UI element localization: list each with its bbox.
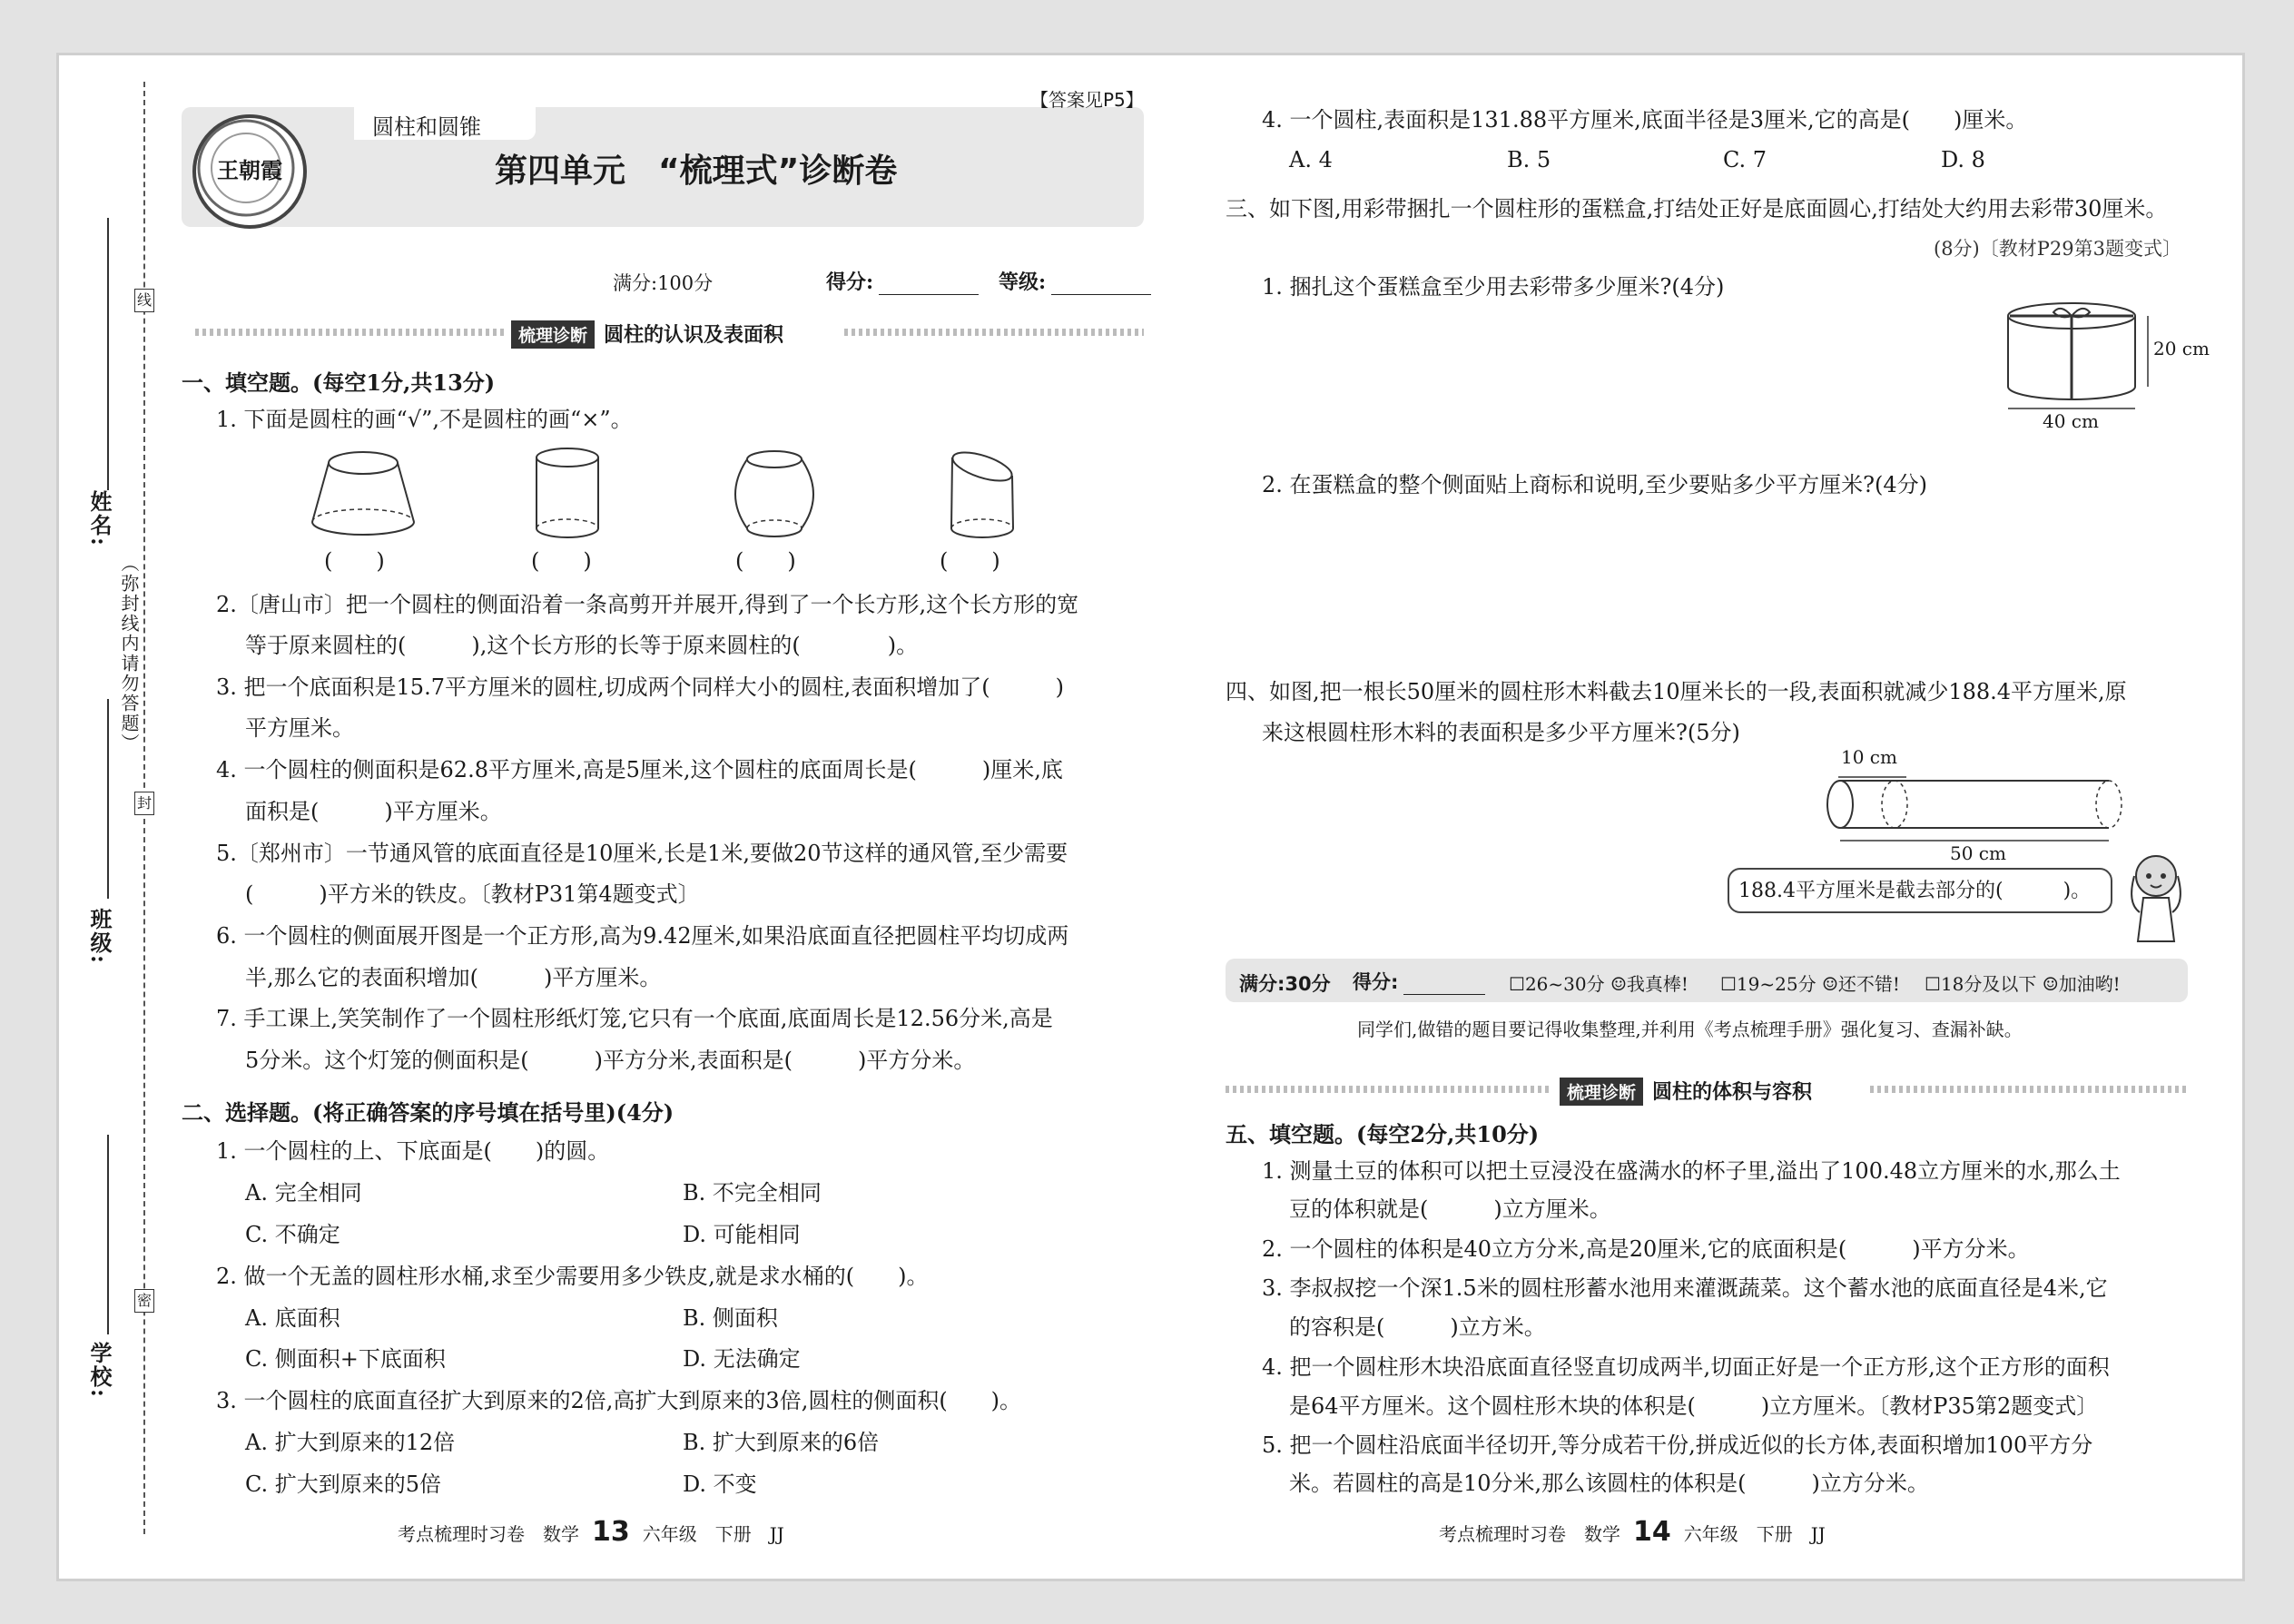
part3-score: (8分)〔教材P29第3题变式〕 [1934,238,2181,260]
school-label: 学校: [86,1342,113,1399]
page-number-left: 13 [592,1516,630,1548]
fill-4-line-2[interactable]: 是64平方厘米。这个圆柱形木块的体积是( )立方厘米。〔教材P35第2题变式〕 [1289,1393,2099,1419]
score-blank[interactable] [879,276,979,295]
smile-icon: ☺ [1821,973,1838,995]
footer-left-pre: 考点梳理时习卷 数学 [398,1523,579,1545]
wood-log-figure [1820,753,2129,853]
binding-close-char: 密 [134,1289,154,1313]
paper-title: 第四单元 “梳理式”诊断卷 [495,153,898,190]
name-field-line[interactable] [107,218,109,490]
grade-blank[interactable] [1051,276,1151,295]
choice-question-4[interactable]: 4. 一个圆柱,表面积是131.88平方厘米,底面半径是3厘米,它的高是( )厘米。 [1262,107,2028,133]
section-badge: 梳理诊断 [1560,1078,1643,1106]
part3-title: 三、如下图,用彩带捆扎一个圆柱形的蛋糕盒,打结处正好是底面圆心,打结处大约用去彩带30厘米。 [1226,196,2168,221]
section-divider [195,329,504,336]
rating-3-text: 加油哟! [2058,973,2121,995]
question-1: 1. 下面是圆柱的画“√”,不是圆柱的画“×”。 [216,407,633,432]
option-2b[interactable]: B. 侧面积 [683,1305,778,1331]
fill-1-line-2[interactable]: 豆的体积就是( )立方厘米。 [1289,1196,1611,1222]
option-4a[interactable]: A. 4 [1289,147,1333,172]
score-panel-get [1353,968,1485,995]
footer-right-pre: 考点梳理时习卷 数学 [1439,1523,1620,1545]
answer-blank-3[interactable]: ( ) [735,548,796,574]
footer-left-post: 六年级 下册 JJ [642,1523,784,1545]
footer-right [1439,1516,1826,1548]
option-3a[interactable]: A. 扩大到原来的12倍 [245,1430,456,1455]
speech-bubble-text[interactable]: 188.4平方厘米是截去部分的( )。 [1738,880,2092,902]
answer-blank-2[interactable]: ( ) [531,548,592,574]
question-3-line-1[interactable]: 3. 把一个底面积是15.7平方厘米的圆柱,切成两个同样大小的圆柱,表面积增加了( ) [216,674,1064,700]
logo-text: 王朝霞 [217,157,282,183]
logo-badge [192,114,307,229]
part1-title: 一、填空题。(每空1分,共13分) [182,369,496,396]
question-4-line-1[interactable]: 4. 一个圆柱的侧面积是62.8平方厘米,高是5厘米,这个圆柱的底面周长是( )厘米,底 [216,757,1063,782]
section-divider [1870,1086,2188,1093]
question-5-line-1: 5.〔郑州市〕一节通风管的底面直径是10厘米,长是1米,要做20节这样的通风管,至少需要 [216,841,1068,866]
part2-title: 二、选择题。(将正确答案的序号填在括号里)(4分) [182,1099,674,1126]
part4-line-1: 四、如图,把一根长50厘米的圆柱形木料截去10厘米长的一段,表面积就减少188.4平方厘米,原 [1226,679,2127,704]
fill-2[interactable]: 2. 一个圆柱的体积是40立方分米,高是20厘米,它的底面积是( )平方分米。 [1262,1236,2030,1262]
score-panel-full: 满分:30分 [1239,973,1331,995]
class-label: 班级: [86,908,113,965]
question-2-line-1: 2.〔唐山市〕把一个圆柱的侧面沿着一条高剪开并展开,得到了一个长方形,这个长方形的宽 [216,592,1079,617]
part5-title: 五、填空题。(每空2分,共10分) [1226,1121,1540,1147]
section-divider [844,329,1144,336]
option-1b[interactable]: B. 不完全相同 [683,1180,822,1206]
choice-question-1[interactable]: 1. 一个圆柱的上、下底面是( )的圆。 [216,1138,610,1164]
shape-barrel [729,445,820,545]
smile-icon: ☺ [2042,973,2059,995]
answer-blank-1[interactable]: ( ) [324,548,385,574]
option-3c[interactable]: C. 扩大到原来的5倍 [245,1471,442,1497]
question-2-line-2[interactable]: 等于原来圆柱的( ),这个长方形的长等于原来圆柱的( )。 [245,633,919,658]
part4-line-2: 来这根圆柱形木料的表面积是多少平方厘米?(5分) [1262,720,1740,745]
unit-small-label: 圆柱和圆锥 [372,114,481,140]
girl-cartoon-icon [2120,849,2192,949]
score-label-text: 得分: [826,271,874,294]
answer-blank-4[interactable]: ( ) [940,548,1000,574]
option-4b[interactable]: B. 5 [1507,147,1551,172]
wood-length-label: 50 cm [1950,842,2006,864]
rating-2[interactable]: ☐19~25分 ☺还不错! [1720,973,1900,995]
section-divider [1226,1086,1552,1093]
grade-label-text: 等级: [999,271,1047,294]
fill-4-line-1: 4. 把一个圆柱形木块沿底面直径竖直切成两半,切面正好是一个正方形,这个正方形的面积 [1262,1354,2110,1380]
binding-note: （弥封线内请勿答题） [118,554,140,753]
answer-reference: 【答案见P5】 [1030,89,1144,111]
fill-1-line-1: 1. 测量土豆的体积可以把土豆浸没在盛满水的杯子里,溢出了100.48立方厘米的水,那么土 [1262,1158,2121,1184]
class-field-line[interactable] [107,699,109,899]
option-2d[interactable]: D. 无法确定 [683,1346,801,1372]
option-3d[interactable]: D. 不变 [683,1471,757,1497]
score-label [826,267,979,295]
page-number-right: 14 [1633,1516,1671,1548]
option-3b[interactable]: B. 扩大到原来的6倍 [683,1430,880,1455]
shape-frustum [309,445,418,545]
fill-5-line-1: 5. 把一个圆柱沿底面半径切开,等分成若干份,拼成近似的长方体,表面积增加100平方分 [1262,1432,2093,1458]
score-panel-blank[interactable] [1403,976,1485,995]
grade-label [999,267,1151,295]
rating-1[interactable]: ☐26~30分 ☺我真棒! [1509,973,1689,995]
rating-3[interactable]: ☐18分及以下 ☺加油哟! [1925,973,2121,995]
option-1a[interactable]: A. 完全相同 [245,1180,362,1206]
binding-line-char: 线 [134,289,154,312]
cake-height-label: 20 cm [2153,338,2210,359]
cake-diameter-label: 40 cm [2043,410,2099,432]
rating-2-text: 还不错! [1837,973,1900,995]
option-4d[interactable]: D. 8 [1941,147,1985,172]
section-title: 圆柱的体积与容积 [1652,1081,1813,1104]
option-4c[interactable]: C. 7 [1723,147,1767,172]
choice-question-2[interactable]: 2. 做一个无盖的圆柱形水桶,求至少需要用多少铁皮,就是求水桶的( )。 [216,1264,929,1289]
question-6-line-2[interactable]: 半,那么它的表面积增加( )平方厘米。 [245,965,662,990]
fill-3-line-2[interactable]: 的容积是( )立方米。 [1289,1314,1546,1340]
fill-5-line-2[interactable]: 米。若圆柱的高是10分米,那么该圆柱的体积是( )立方分米。 [1289,1471,1929,1496]
score-panel-get-text: 得分: [1353,971,1399,993]
rating-1-range: 26~30分 [1524,973,1605,995]
school-field-line[interactable] [107,1135,109,1334]
question-7-line-2[interactable]: 5分米。这个灯笼的侧面积是( )平方分米,表面积是( )平方分米。 [245,1048,976,1073]
rating-3-range: 18分及以下 [1940,973,2037,995]
smile-icon: ☺ [1610,973,1627,995]
question-4-line-2[interactable]: 面积是( )平方厘米。 [245,799,502,824]
option-1c[interactable]: C. 不确定 [245,1222,340,1247]
rating-2-range: 19~25分 [1736,973,1816,995]
footer-right-post: 六年级 下册 JJ [1683,1523,1826,1545]
full-score: 满分:100分 [613,272,714,294]
option-2c[interactable]: C. 侧面积+下底面积 [245,1346,446,1372]
footer-left [398,1516,784,1548]
question-5-line-2[interactable]: ( )平方米的铁皮。〔教材P31第4题变式〕 [245,881,700,907]
wood-cut-label: 10 cm [1841,746,1897,768]
section-heading-right [1560,1077,1812,1106]
question-7-line-1: 7. 手工课上,笑笑制作了一个圆柱形纸灯笼,它只有一个底面,底面周长是12.56分米,高是 [216,1006,1053,1031]
shape-cylinder [531,445,604,545]
question-6-line-1: 6. 一个圆柱的侧面展开图是一个正方形,高为9.42厘米,如果沿底面直径把圆柱平均切成两 [216,923,1069,949]
section-heading-left [511,320,783,349]
shape-oblique-cylinder [942,445,1024,545]
part3-question-2: 2. 在蛋糕盒的整个侧面贴上商标和说明,至少要贴多少平方厘米?(4分) [1262,472,1928,497]
section-title: 圆柱的认识及表面积 [604,324,784,347]
rating-1-text: 我真棒! [1626,973,1689,995]
question-3-line-2: 平方厘米。 [245,715,354,741]
part3-question-1: 1. 捆扎这个蛋糕盒至少用去彩带多少厘米?(4分) [1262,274,1725,300]
option-1d[interactable]: D. 可能相同 [683,1222,801,1247]
binding-seal-char: 封 [134,792,154,815]
review-note: 同学们,做错的题目要记得收集整理,并利用《考点梳理手册》强化复习、查漏补缺。 [1357,1019,2023,1040]
name-label: 姓名: [86,490,113,547]
option-2a[interactable]: A. 底面积 [245,1305,340,1331]
section-badge: 梳理诊断 [511,320,595,349]
choice-question-3[interactable]: 3. 一个圆柱的底面直径扩大到原来的2倍,高扩大到原来的3倍,圆柱的侧面积( )。 [216,1388,1022,1413]
fill-3-line-1: 3. 李叔叔挖一个深1.5米的圆柱形蓄水池用来灌溉蔬菜。这个蓄水池的底面直径是4米,它 [1262,1275,2108,1301]
